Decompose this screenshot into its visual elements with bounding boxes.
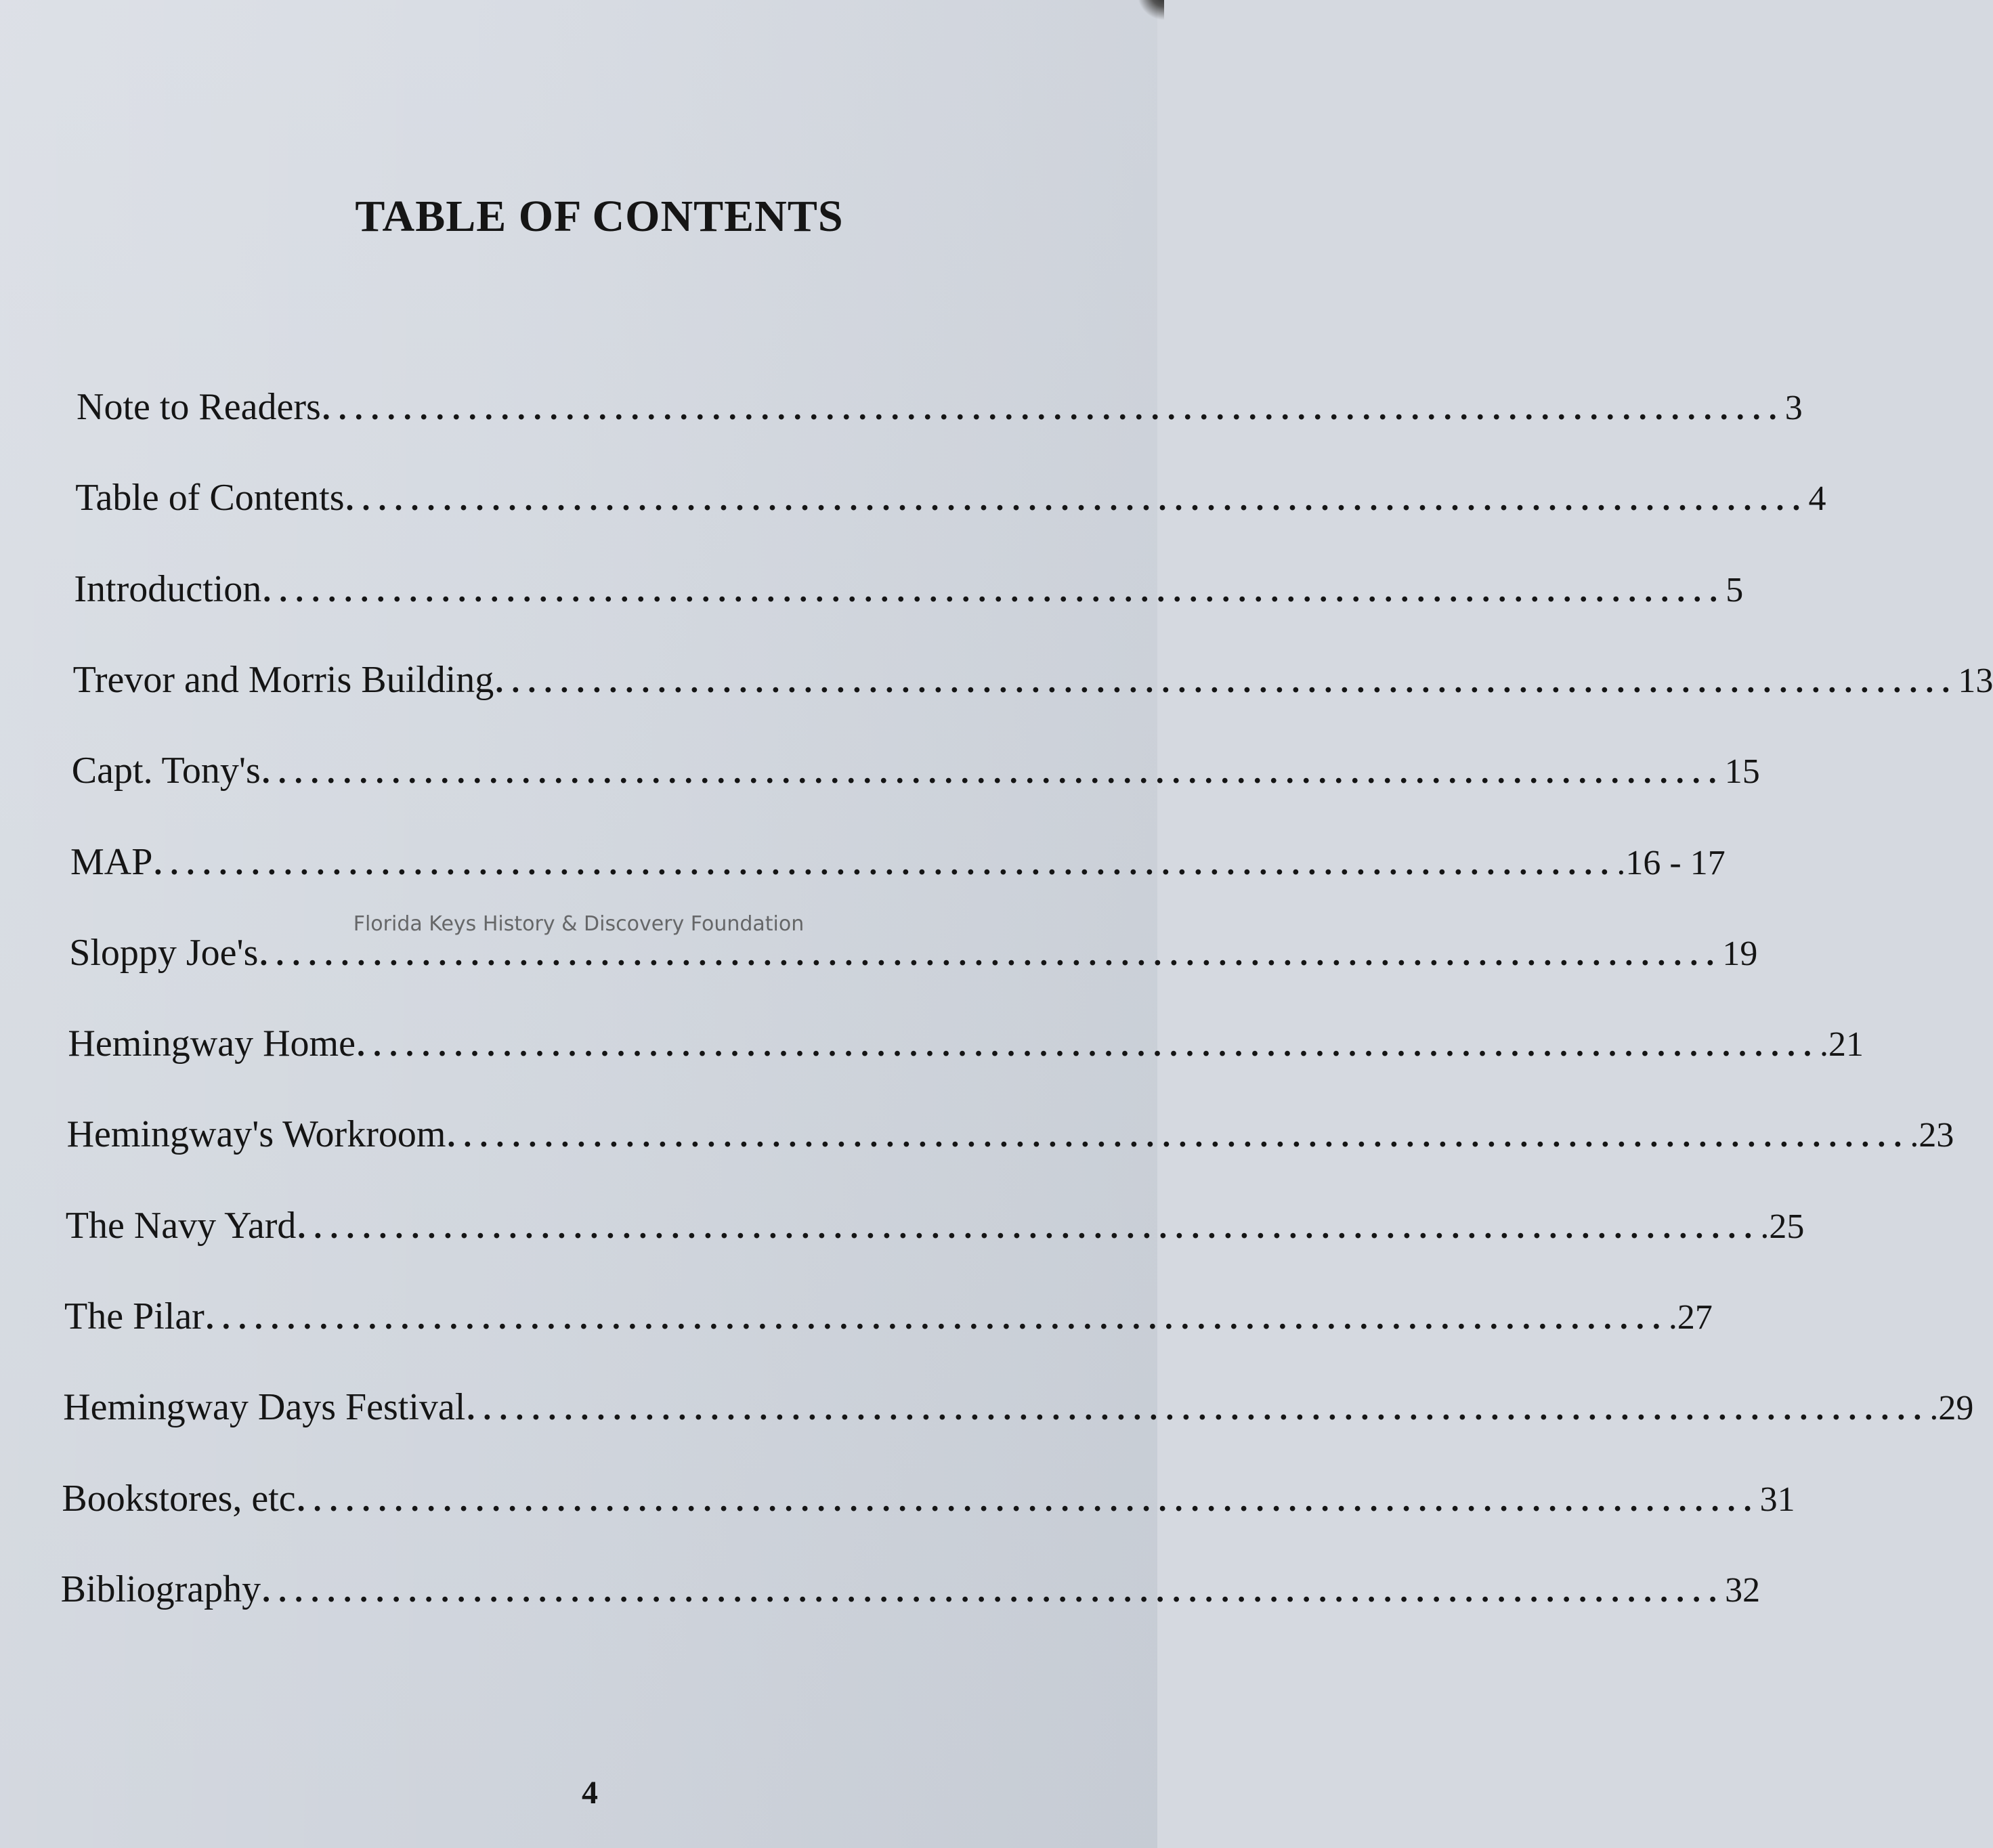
toc-entry-title: Bibliography [60, 1568, 261, 1610]
page-number: 4 [582, 1775, 598, 1811]
toc-entry-page: .21 [1819, 1025, 1864, 1065]
toc-entry-title: Note to Readers [77, 386, 321, 428]
toc-entry [69, 931, 1758, 974]
toc-dot-leader: .......................................................................................... [154, 845, 1617, 882]
toc-entry [64, 1295, 1713, 1337]
toc-dot-leader: .......................................................................................... [262, 1572, 1726, 1609]
page-title: TABLE OF CONTENTS [355, 192, 844, 241]
toc-entry [77, 386, 1803, 428]
toc-entry-title: Hemingway Days Festival [63, 1386, 466, 1429]
toc-dot-leader: .......................................................................................... [259, 936, 1723, 972]
toc-entry [75, 477, 1826, 519]
toc-dot-leader: .......................................................................................... [356, 1027, 1820, 1064]
toc-entry-title: Capt. Tony's [71, 750, 261, 792]
toc-entry-title: Hemingway's Workroom [66, 1113, 446, 1156]
toc-entry [74, 567, 1744, 610]
toc-entry-page: 3 [1784, 389, 1803, 427]
toc-dot-leader: .......................................................................................... [467, 1391, 1930, 1427]
toc-entry-page: 32 [1725, 1570, 1761, 1610]
toc-entry-title: Sloppy Joe's [69, 931, 259, 974]
toc-entry-page: 19 [1722, 934, 1758, 973]
toc-entry-page: 5 [1726, 570, 1744, 609]
toc-entry-page: 15 [1724, 752, 1760, 792]
toc-entry [68, 1023, 1864, 1065]
toc-dot-leader: .......................................................................................... [345, 481, 1809, 518]
toc-entry [62, 1477, 1795, 1520]
toc-entry-title: Hemingway Home [68, 1023, 356, 1065]
toc-entry-page: .29 [1929, 1389, 1974, 1428]
toc-dot-leader: .......................................................................................... [205, 1300, 1669, 1336]
toc-entry [66, 1113, 1954, 1156]
toc-entry-page: .16 - 17 [1616, 843, 1726, 882]
toc-entry-title: Table of Contents [75, 477, 345, 519]
toc-entry [65, 1204, 1805, 1247]
toc-entry-title: The Navy Yard [65, 1204, 297, 1247]
toc-dot-leader: .......................................................................................... [263, 572, 1726, 609]
toc-dot-leader: .......................................................................................... [495, 663, 1958, 700]
toc-entry-title: Trevor and Morris Building [72, 658, 494, 701]
toc-entry-page: 4 [1808, 479, 1826, 519]
toc-entry [71, 750, 1760, 792]
toc-dot-leader: .......................................................................................... [261, 754, 1725, 791]
toc-entry [60, 1568, 1761, 1610]
toc-entry-page: .23 [1910, 1116, 1954, 1155]
watermark-text: Florida Keys History & Discovery Foundation [353, 912, 805, 936]
toc-entry-title: Bookstores, etc [62, 1477, 296, 1520]
toc-dot-leader: .......................................................................................... [322, 391, 1785, 427]
toc-entry [72, 658, 1993, 701]
toc-entry-title: Introduction [74, 567, 262, 610]
toc-entry-page: 31 [1759, 1480, 1795, 1519]
toc-entry [70, 840, 1726, 883]
toc-entry-title: MAP [70, 840, 153, 883]
toc-dot-leader: .......................................................................................... [447, 1118, 1910, 1155]
toc-entry-page: .25 [1760, 1207, 1805, 1246]
toc-dot-leader: .......................................................................................... [297, 1482, 1760, 1518]
toc-entry-title: The Pilar [64, 1295, 205, 1337]
toc-entry-page: .27 [1668, 1298, 1713, 1337]
toc-entry-page: 13 [1958, 661, 1993, 700]
toc-dot-leader: .......................................................................................... [297, 1209, 1761, 1245]
toc-entry [63, 1386, 1974, 1429]
